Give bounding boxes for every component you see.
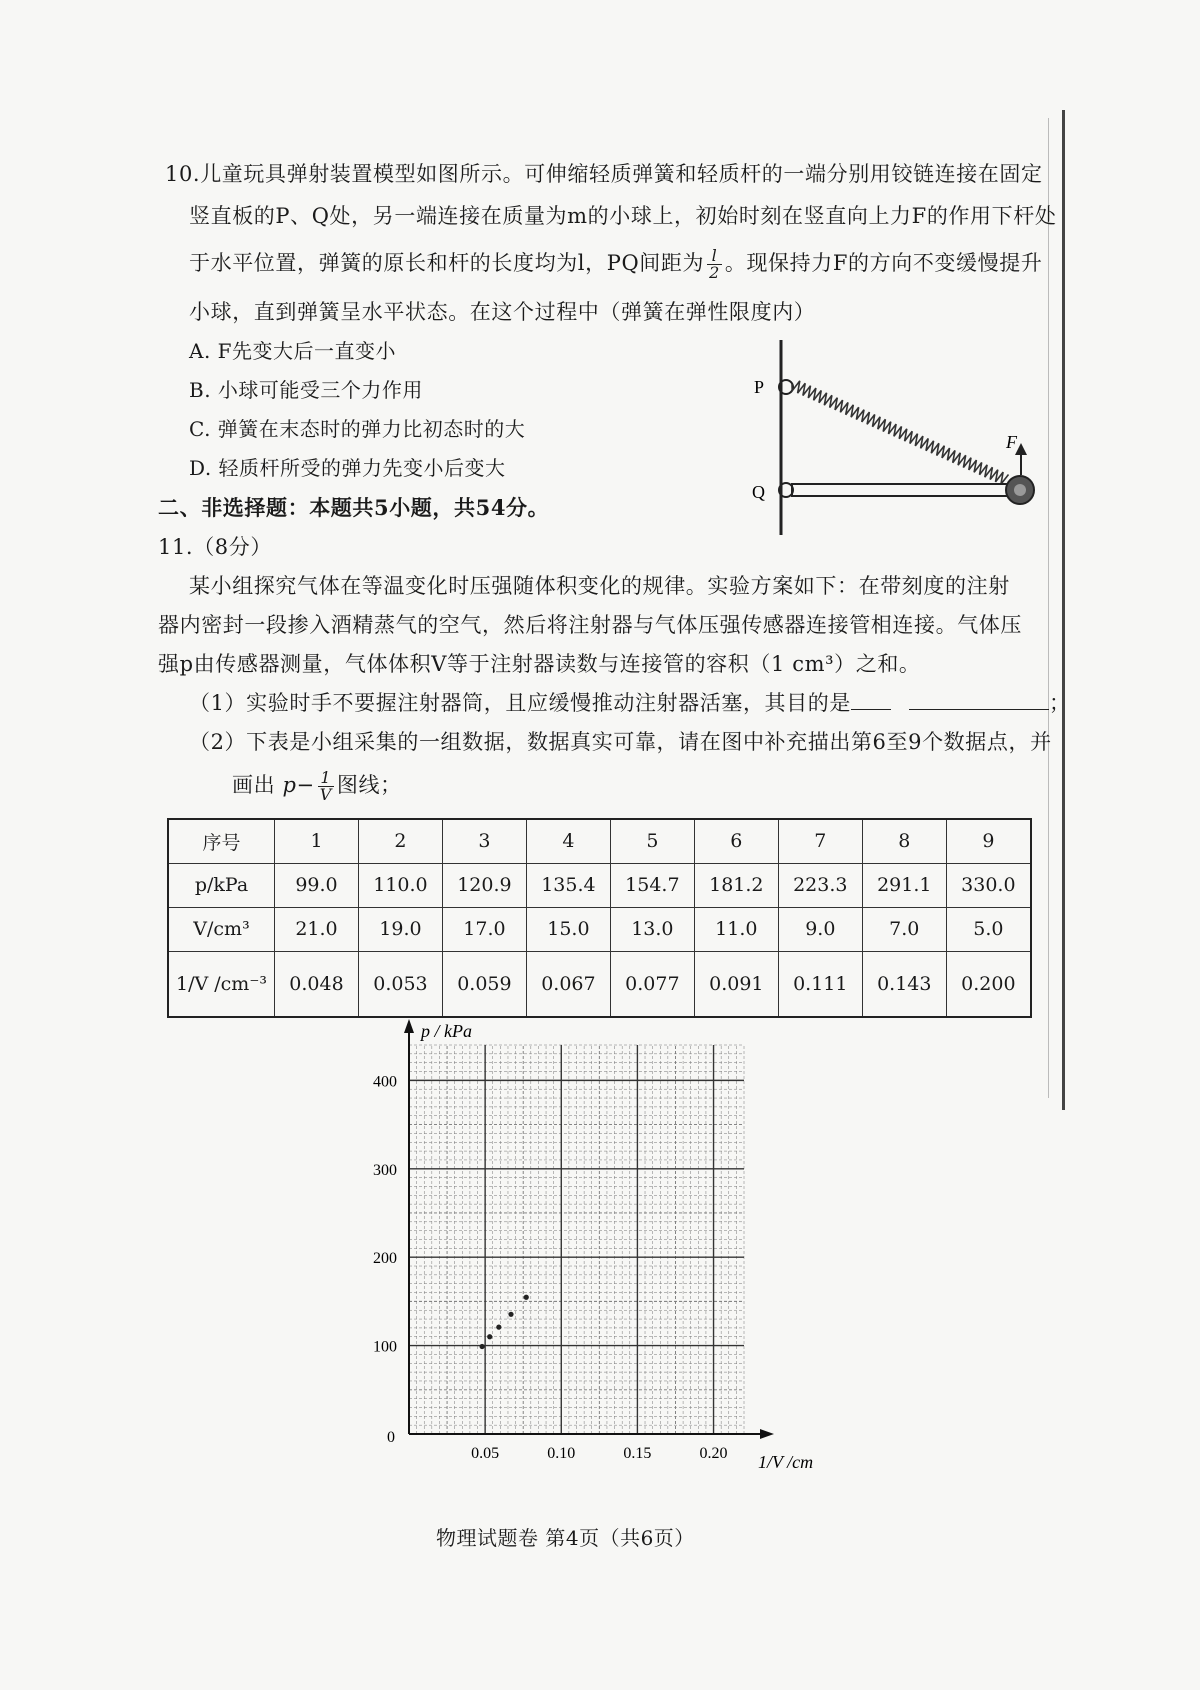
table-cell: 21.0 (275, 907, 359, 951)
y-tick-label: 100 (373, 1338, 397, 1356)
chart-axes (404, 1019, 774, 1439)
table-cell: 223.3 (778, 863, 862, 907)
q11-sub-2b-pre: 画出 (232, 773, 276, 797)
table-row-header: p/kPa (168, 863, 275, 907)
table-cell: 19.0 (358, 907, 442, 951)
table-cell: 6 (694, 819, 778, 863)
y-tick-label: 300 (373, 1161, 397, 1179)
table-cell: 3 (442, 819, 526, 863)
q11-heading: 11.（8分） (158, 535, 272, 559)
x-tick-label: 0.15 (623, 1445, 652, 1462)
table-cell: 0.143 (862, 951, 946, 1017)
table-cell: 9.0 (778, 907, 862, 951)
q11-sub-1-text: （1）实验时手不要握注射器筒，且应缓慢推动注射器活塞，其目的是 (189, 691, 851, 715)
table-cell: 330.0 (946, 863, 1031, 907)
table-cell: 0.077 (610, 951, 694, 1017)
x-axis-label: 1/V /cm (758, 1452, 814, 1472)
chart-points (479, 1295, 528, 1349)
table-cell: 7 (778, 819, 862, 863)
data-point (479, 1344, 484, 1349)
table-cell: 0.111 (778, 951, 862, 1017)
q11-sub-2b-post: 图线； (336, 773, 402, 797)
q11-sub-1-end: ； (1048, 691, 1071, 715)
label-q: Q (752, 482, 765, 502)
page-footer: 物理试题卷 第4页（共6页） (436, 1526, 695, 1550)
table-cell: 17.0 (442, 907, 526, 951)
table-cell: 9 (946, 819, 1031, 863)
table-cell: 0.067 (526, 951, 610, 1017)
q10-option-c: C. 弹簧在末态时的弹力比初态时的大 (189, 417, 526, 441)
grid-minor (409, 1045, 744, 1434)
q10-line-4: 小球，直到弹簧呈水平状态。在这个过程中（弹簧在弹性限度内） (189, 300, 816, 324)
y-axis-arrow (404, 1019, 414, 1033)
x-tick-label: 0.05 (471, 1445, 500, 1462)
y-tick-label: 400 (373, 1073, 397, 1091)
q11-sub-2: （2）下表是小组采集的一组数据，数据真实可靠，请在图中补充描出第6至9个数据点，并 (189, 730, 1052, 754)
q10-line-3-text: 于水平位置，弹簧的原长和杆的长度均为l，PQ间距为 (189, 251, 705, 275)
q10-line-1: 10.儿童玩具弹射装置模型如图所示。可伸缩轻质弹簧和轻质杆的一端分别用铰链连接在固定 (165, 162, 1043, 186)
table-row-header: 序号 (168, 819, 275, 863)
q10-option-a: A. F先变大后一直变小 (189, 339, 397, 363)
table-cell: 99.0 (275, 863, 359, 907)
q11-para-2: 器内密封一段掺入酒精蒸气的空气，然后将注射器与气体压强传感器连接管相连接。气体压 (158, 613, 1022, 637)
table-cell: 15.0 (526, 907, 610, 951)
table-cell: 1 (275, 819, 359, 863)
label-p: P (754, 377, 765, 397)
table-row-header: V/cm³ (168, 907, 275, 951)
table-cell: 110.0 (358, 863, 442, 907)
section-2-heading: 二、非选择题：本题共5小题，共54分。 (158, 495, 550, 520)
table-cell: 13.0 (610, 907, 694, 951)
q11-para-1: 某小组探究气体在等温变化时压强随体积变化的规律。实验方案如下：在带刻度的注射 (189, 574, 1010, 598)
y-tick-label: 200 (373, 1250, 397, 1268)
table-cell: 8 (862, 819, 946, 863)
table-cell: 0.053 (358, 951, 442, 1017)
x-tick-label: 0.20 (699, 1445, 728, 1462)
label-f: F (1006, 432, 1017, 452)
data-point (508, 1312, 513, 1317)
q10-frac-den: 2 (709, 263, 720, 282)
data-point (524, 1295, 529, 1300)
table-cell: 0.048 (275, 951, 359, 1017)
q10-option-b: B. 小球可能受三个力作用 (189, 378, 423, 402)
table-cell: 120.9 (442, 863, 526, 907)
q10-line-2: 竖直板的P、Q处，另一端连接在质量为m的小球上，初始时刻在竖直向上力F的作用下杆处 (189, 204, 1057, 228)
data-point (496, 1325, 501, 1330)
table-cell: 0.059 (442, 951, 526, 1017)
x-tick-label: 0.10 (547, 1445, 576, 1462)
table-cell: 11.0 (694, 907, 778, 951)
origin-label: 0 (387, 1429, 395, 1446)
q11-sub-2b-p: p (282, 773, 297, 797)
table-cell: 5 (610, 819, 694, 863)
q10-option-d: D. 轻质杆所受的弹力先变小后变大 (189, 456, 506, 480)
table-cell: 154.7 (610, 863, 694, 907)
table-cell: 5.0 (946, 907, 1031, 951)
data-point (487, 1334, 492, 1339)
y-axis-label: p / kPa (421, 1021, 472, 1041)
table-cell: 2 (358, 819, 442, 863)
q11-frac-den: V (319, 785, 332, 804)
table-cell: 181.2 (694, 863, 778, 907)
table-cell: 4 (526, 819, 610, 863)
q10-frac-num: l (707, 248, 722, 265)
q11-sub-2b-dash: − (296, 773, 315, 797)
table-cell: 0.200 (946, 951, 1031, 1017)
table-cell: 135.4 (526, 863, 610, 907)
table-cell: 291.1 (862, 863, 946, 907)
table-cell: 7.0 (862, 907, 946, 951)
q11-frac-num: 1 (318, 770, 334, 787)
table-cell: 0.091 (694, 951, 778, 1017)
chart-tick-labels (373, 1021, 813, 1472)
table-row-header: 1/V /cm⁻³ (168, 951, 275, 1017)
q11-para-3: 强p由传感器测量，气体体积V等于注射器读数与连接管的容积（1 cm³）之和。 (158, 652, 921, 676)
q10-line-3-tail: 。现保持力F的方向不变缓慢提升 (724, 251, 1043, 275)
x-axis-arrow (760, 1429, 774, 1439)
